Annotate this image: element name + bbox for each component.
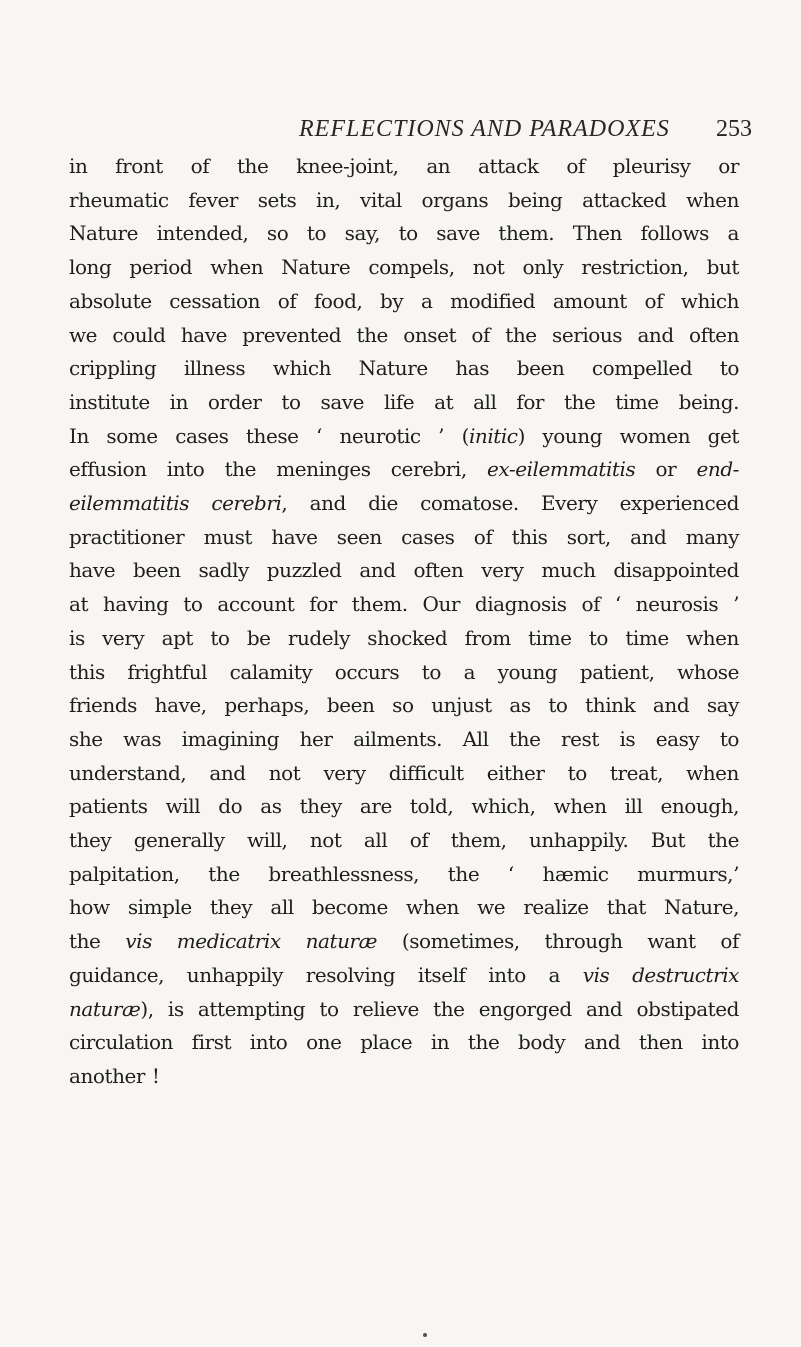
text-line: crippling illness which Nature has been compelled to [69, 356, 739, 381]
text-line: absolute cessation of food, by a modified amount of which [69, 288, 739, 313]
text-line: rheumatic fever sets in, vital organs being attacked when [69, 187, 739, 212]
italic-term: end- [696, 457, 739, 482]
text-line: how simple they all become when we realize that Nature, [69, 895, 739, 920]
text-line: circulation first into one place in the body and then into [69, 1030, 739, 1055]
running-head-title: REFLECTIONS AND PARADOXES [299, 116, 670, 142]
text-line: in front of the knee-joint, an attack of pleurisy or [69, 154, 739, 178]
italic-term: vis medicatrix naturæ [125, 929, 377, 954]
italic-term: initic [468, 423, 518, 448]
text-line: this frightful calamity occurs to a young patient, whose [69, 659, 739, 684]
text-line: effusion into the meninges cerebri, ex-eilemmatitis or end- [69, 457, 739, 482]
text-line: she was imagining her ailments. All the rest is easy to [69, 726, 739, 751]
text-line: we could have prevented the onset of the serious and often [69, 322, 739, 347]
text-line: palpitation, the breathlessness, the ‘ hæmic murmurs,’ [69, 861, 739, 886]
text-line: at having to account for them. Our diagnosis of ‘ neurosis ’ [69, 592, 739, 617]
italic-term: ex-eilemmatitis [487, 457, 636, 482]
text-line: another ! [69, 1063, 160, 1088]
italic-term: eilemmatitis cerebri [69, 491, 282, 516]
text-line: long period when Nature compels, not only restriction, but [69, 255, 739, 280]
italic-term: naturæ [69, 996, 141, 1021]
text-line: institute in order to save life at all for the time being. [69, 389, 739, 414]
body-paragraph [69, 150, 739, 1094]
text-line: naturæ), is attempting to relieve the engorged and obstipated [69, 996, 739, 1021]
text-line: understand, and not very difficult either to treat, when [69, 760, 739, 785]
text-line: the vis medicatrix naturæ (sometimes, through want of [69, 929, 739, 954]
text-line: is very apt to be rudely shocked from time to time when [69, 625, 739, 650]
text-line: eilemmatitis cerebri, and die comatose. Every experienced [69, 491, 739, 516]
text-line: In some cases these ‘ neurotic ’ (initic) young women get [69, 423, 739, 448]
text-line: patients will do as they are told, which, when ill enough, [69, 794, 739, 819]
ink-speck [423, 1333, 427, 1337]
text-line: they generally will, not all of them, unhappily. But the [69, 828, 739, 853]
text-line: practitioner must have seen cases of this sort, and many [69, 524, 739, 549]
text-line: friends have, perhaps, been so unjust as to think and say [69, 693, 739, 718]
text-line: have been sadly puzzled and often very much disappointed [69, 558, 739, 583]
text-line: guidance, unhappily resolving itself into a vis destructrix [69, 962, 739, 987]
italic-term: vis destructrix [582, 962, 739, 987]
page-number: 253 [716, 116, 752, 142]
text-line: Nature intended, so to say, to save them. Then follows a [69, 221, 739, 246]
